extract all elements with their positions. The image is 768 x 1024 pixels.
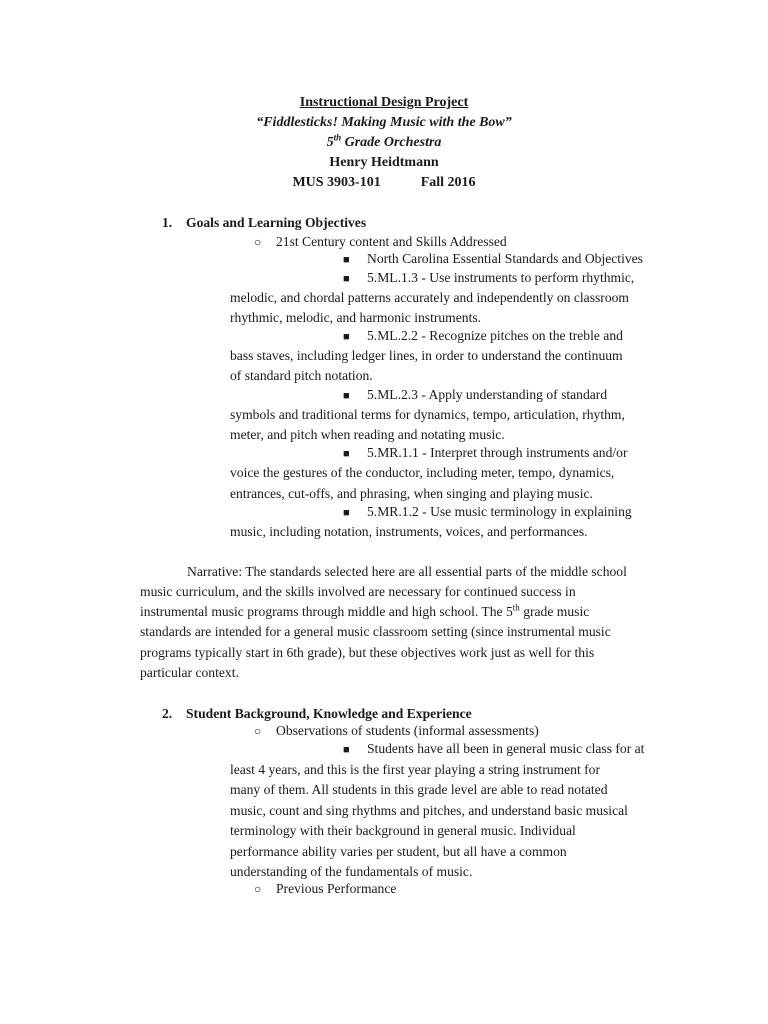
grade-number: 5 <box>326 135 334 150</box>
section-2-number: 2. <box>162 706 173 721</box>
section-1-title: Goals and Learning Objectives <box>186 215 367 230</box>
square-bullet-icon: ■ <box>343 744 350 756</box>
narrative-text: instrumental music programs through middle and high school. The 5 <box>140 604 513 619</box>
standard-item-text: 5.MR.1.2 - Use music terminology in explaining <box>367 504 632 519</box>
observation-continuation: performance ability varies per student, but all have a common <box>230 844 567 859</box>
standard-item <box>343 502 632 523</box>
observation-continuation: understanding of the fundamentals of music. <box>230 864 473 879</box>
standard-item-text: North Carolina Essential Standards and Objectives <box>367 251 643 266</box>
hollow-bullet-icon: ○ <box>254 724 262 738</box>
observation-continuation: many of them. All students in this grade level are able to read notated <box>230 782 608 797</box>
subitem-text: Observations of students (informal assessments) <box>276 723 539 738</box>
standard-item <box>343 268 634 289</box>
section-2-subitem <box>254 879 396 899</box>
observation-continuation: terminology with their background in general music. Individual <box>230 823 576 838</box>
narrative-text: grade music <box>519 604 590 619</box>
standard-item <box>343 443 628 464</box>
standard-continuation: meter, and pitch when reading and notating music. <box>230 427 505 442</box>
standard-item <box>343 249 643 270</box>
standard-continuation: rhythmic, melodic, and harmonic instruments. <box>230 310 482 325</box>
standard-item <box>343 326 623 347</box>
section-1-number: 1. <box>162 215 173 230</box>
course-term: Fall 2016 <box>420 175 476 190</box>
square-bullet-icon: ■ <box>343 331 350 343</box>
standard-item-text: 5.ML.1.3 - Use instruments to perform rhythmic, <box>367 270 635 285</box>
narrative-line <box>140 602 589 622</box>
narrative-line: standards are intended for a general music classroom setting (since instrumental music <box>140 624 611 639</box>
subitem-text: 21st Century content and Skills Addressed <box>276 234 507 249</box>
section-1-heading <box>162 213 366 233</box>
observation-continuation: music, count and sing rhythms and pitches, and understand basic musical <box>230 803 628 818</box>
observation-item <box>343 739 644 760</box>
standard-continuation: melodic, and chordal patterns accurately and independently on classroom <box>230 290 629 305</box>
square-bullet-icon: ■ <box>343 448 350 460</box>
section-2-subitem <box>254 721 539 741</box>
standard-item-text: 5.ML.2.3 - Apply understanding of standard <box>367 387 608 402</box>
document-subtitle: “Fiddlesticks! Making Music with the Bow” <box>256 115 512 130</box>
hollow-bullet-icon: ○ <box>254 235 262 249</box>
course-code: MUS 3903-101 <box>292 175 381 190</box>
standard-item <box>343 385 607 406</box>
subitem-text: Previous Performance <box>276 881 397 896</box>
standard-item-text: 5.ML.2.2 - Recognize pitches on the treble and <box>367 328 623 343</box>
square-bullet-icon: ■ <box>343 273 350 285</box>
observation-item-text: Students have all been in general music class for at <box>367 741 645 756</box>
square-bullet-icon: ■ <box>343 390 350 402</box>
standard-continuation: of standard pitch notation. <box>230 368 373 383</box>
standard-continuation: voice the gestures of the conductor, including meter, tempo, dynamics, <box>230 465 615 480</box>
grade-superscript: th <box>333 132 342 143</box>
section-2-title: Student Background, Knowledge and Experience <box>186 706 472 721</box>
narrative-line: particular context. <box>140 665 239 680</box>
grade-text: Grade Orchestra <box>341 135 442 150</box>
hollow-bullet-icon: ○ <box>254 882 262 896</box>
course-line <box>0 173 768 193</box>
square-bullet-icon: ■ <box>343 507 350 519</box>
document-title: Instructional Design Project <box>299 95 469 110</box>
standard-continuation: music, including notation, instruments, voices, and performances. <box>230 524 588 539</box>
standard-continuation: symbols and traditional terms for dynamics, tempo, articulation, rhythm, <box>230 407 625 422</box>
standard-continuation: bass staves, including ledger lines, in order to understand the continuum <box>230 348 623 363</box>
narrative-line: Narrative: The standards selected here are all essential parts of the middle school <box>187 564 627 579</box>
observation-continuation: least 4 years, and this is the first year playing a string instrument for <box>230 762 600 777</box>
document-header <box>0 93 768 193</box>
author-name: Henry Heidtmann <box>329 155 439 170</box>
standard-item-text: 5.MR.1.1 - Interpret through instruments and/or <box>367 445 628 460</box>
standard-continuation: entrances, cut-offs, and phrasing, when singing and playing music. <box>230 486 593 501</box>
square-bullet-icon: ■ <box>343 254 350 266</box>
narrative-superscript: th <box>512 602 520 613</box>
narrative-line: programs typically start in 6th grade), but these objectives work just as well for this <box>140 645 595 660</box>
narrative-line: music curriculum, and the skills involved are necessary for continued success in <box>140 584 576 599</box>
grade-line <box>0 133 768 153</box>
